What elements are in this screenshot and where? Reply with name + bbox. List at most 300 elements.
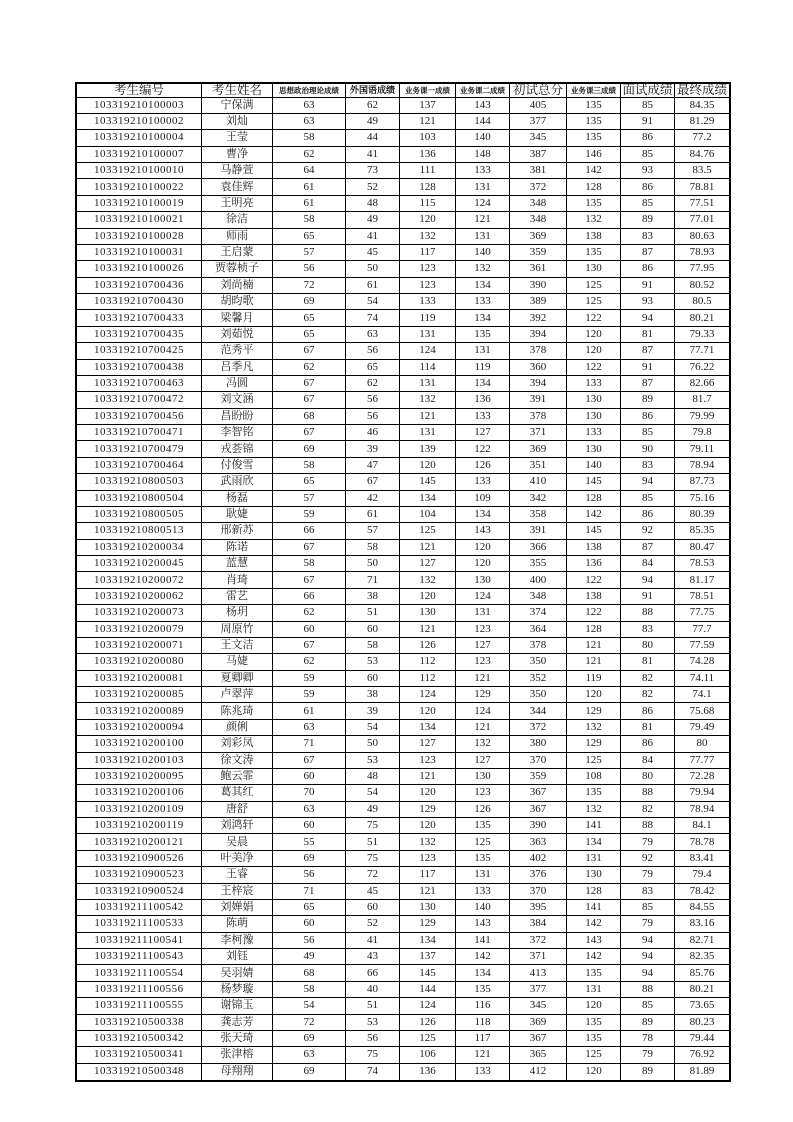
foreign-language-score-cell: 50 bbox=[346, 261, 400, 277]
course3-score-cell: 120 bbox=[567, 1063, 621, 1081]
candidate-id-cell: 103319210100019 bbox=[76, 195, 202, 211]
course1-score-cell: 134 bbox=[400, 719, 456, 735]
course1-score-cell: 129 bbox=[400, 801, 456, 817]
interview-score-cell: 94 bbox=[621, 474, 675, 490]
candidate-name-cell: 谢锦玉 bbox=[202, 998, 273, 1014]
interview-score-cell: 86 bbox=[621, 261, 675, 277]
initial-total-score-cell: 370 bbox=[510, 883, 567, 899]
candidate-id-cell: 103319210200106 bbox=[76, 785, 202, 801]
final-score-cell: 79.4 bbox=[675, 867, 731, 883]
table-row bbox=[76, 195, 730, 211]
candidate-id-cell: 103319210800505 bbox=[76, 506, 202, 522]
course3-score-cell: 120 bbox=[567, 343, 621, 359]
foreign-language-score-cell: 63 bbox=[346, 326, 400, 342]
political-theory-score-cell: 61 bbox=[273, 703, 346, 719]
candidate-id-cell: 103319210500342 bbox=[76, 1030, 202, 1046]
course2-score-cell: 135 bbox=[456, 326, 510, 342]
course3-score-cell: 131 bbox=[567, 850, 621, 866]
interview-score-cell: 91 bbox=[621, 588, 675, 604]
course1-score-cell: 137 bbox=[400, 949, 456, 965]
table-row bbox=[76, 621, 730, 637]
political-theory-score-cell: 65 bbox=[273, 474, 346, 490]
final-score-cell: 73.65 bbox=[675, 998, 731, 1014]
course3-score-cell: 128 bbox=[567, 621, 621, 637]
final-score-cell: 79.33 bbox=[675, 326, 731, 342]
course1-score-cell: 131 bbox=[400, 425, 456, 441]
candidate-id-cell: 103319210200073 bbox=[76, 605, 202, 621]
interview-score-cell: 85 bbox=[621, 97, 675, 113]
interview-score-cell: 80 bbox=[621, 768, 675, 784]
initial-total-score-cell: 410 bbox=[510, 474, 567, 490]
initial-total-score-cell: 377 bbox=[510, 981, 567, 997]
course3-score-cell: 121 bbox=[567, 637, 621, 653]
course2-score-cell: 127 bbox=[456, 637, 510, 653]
candidate-name-cell: 母翔翔 bbox=[202, 1063, 273, 1081]
course2-score-cell: 123 bbox=[456, 785, 510, 801]
course1-score-cell: 124 bbox=[400, 998, 456, 1014]
final-score-cell: 77.59 bbox=[675, 637, 731, 653]
course3-score-cell: 135 bbox=[567, 130, 621, 146]
interview-score-cell: 87 bbox=[621, 375, 675, 391]
final-score-cell: 82.71 bbox=[675, 932, 731, 948]
final-score-cell: 80.5 bbox=[675, 294, 731, 310]
table-row bbox=[76, 998, 730, 1014]
interview-score-cell: 79 bbox=[621, 867, 675, 883]
political-theory-score-cell: 49 bbox=[273, 949, 346, 965]
course3-score-cell: 138 bbox=[567, 539, 621, 555]
interview-score-cell: 85 bbox=[621, 195, 675, 211]
initial-total-score-cell: 381 bbox=[510, 163, 567, 179]
candidate-id-cell: 103319210200121 bbox=[76, 834, 202, 850]
candidate-id-cell: 103319210700433 bbox=[76, 310, 202, 326]
candidate-name-cell: 冯圆 bbox=[202, 375, 273, 391]
table-row bbox=[76, 637, 730, 653]
political-theory-score-cell: 61 bbox=[273, 179, 346, 195]
candidate-id-cell: 103319211100542 bbox=[76, 899, 202, 915]
final-score-cell: 74.1 bbox=[675, 687, 731, 703]
final-score-cell: 75.68 bbox=[675, 703, 731, 719]
initial-total-score-cell: 345 bbox=[510, 998, 567, 1014]
candidate-id-cell: 103319210200034 bbox=[76, 539, 202, 555]
initial-total-score-cell: 378 bbox=[510, 408, 567, 424]
table-row bbox=[76, 130, 730, 146]
candidate-id-cell: 103319210100004 bbox=[76, 130, 202, 146]
initial-total-score-cell: 390 bbox=[510, 818, 567, 834]
course2-score-cell: 124 bbox=[456, 703, 510, 719]
political-theory-score-cell: 70 bbox=[273, 785, 346, 801]
candidate-id-cell: 103319211100533 bbox=[76, 916, 202, 932]
initial-total-score-cell: 369 bbox=[510, 228, 567, 244]
final-score-cell: 81.7 bbox=[675, 392, 731, 408]
foreign-language-score-cell: 62 bbox=[346, 97, 400, 113]
final-score-cell: 81.17 bbox=[675, 572, 731, 588]
candidate-name-cell: 刘婵娟 bbox=[202, 899, 273, 915]
political-theory-score-cell: 63 bbox=[273, 97, 346, 113]
course1-score-cell: 127 bbox=[400, 556, 456, 572]
course3-score-cell: 121 bbox=[567, 654, 621, 670]
final-score-cell: 77.75 bbox=[675, 605, 731, 621]
initial-total-score-cell: 400 bbox=[510, 572, 567, 588]
course1-score-cell: 127 bbox=[400, 736, 456, 752]
candidate-name-cell: 蓝慧 bbox=[202, 556, 273, 572]
initial-total-score-cell: 412 bbox=[510, 1063, 567, 1081]
table-row bbox=[76, 97, 730, 113]
foreign-language-score-cell: 38 bbox=[346, 687, 400, 703]
course1-score-cell: 130 bbox=[400, 899, 456, 915]
table-row bbox=[76, 425, 730, 441]
course1-score-cell: 126 bbox=[400, 637, 456, 653]
course3-score-cell: 130 bbox=[567, 867, 621, 883]
foreign-language-score-cell: 71 bbox=[346, 572, 400, 588]
interview-score-cell: 85 bbox=[621, 490, 675, 506]
final-score-cell: 78.53 bbox=[675, 556, 731, 572]
table-row bbox=[76, 752, 730, 768]
course3-score-cell: 138 bbox=[567, 228, 621, 244]
column-header-foreign-language-score: 外国语成绩 bbox=[346, 83, 400, 97]
course3-score-cell: 130 bbox=[567, 441, 621, 457]
final-score-cell: 80 bbox=[675, 736, 731, 752]
foreign-language-score-cell: 49 bbox=[346, 113, 400, 129]
foreign-language-score-cell: 74 bbox=[346, 310, 400, 326]
candidate-name-cell: 叶美净 bbox=[202, 850, 273, 866]
course1-score-cell: 136 bbox=[400, 1063, 456, 1081]
initial-total-score-cell: 378 bbox=[510, 343, 567, 359]
table-row bbox=[76, 146, 730, 162]
course3-score-cell: 130 bbox=[567, 261, 621, 277]
course3-score-cell: 135 bbox=[567, 1030, 621, 1046]
candidate-id-cell: 103319211100543 bbox=[76, 949, 202, 965]
course1-score-cell: 123 bbox=[400, 752, 456, 768]
foreign-language-score-cell: 44 bbox=[346, 130, 400, 146]
candidate-id-cell: 103319210200103 bbox=[76, 752, 202, 768]
course1-score-cell: 120 bbox=[400, 457, 456, 473]
candidate-name-cell: 王明亮 bbox=[202, 195, 273, 211]
course1-score-cell: 120 bbox=[400, 588, 456, 604]
initial-total-score-cell: 394 bbox=[510, 375, 567, 391]
foreign-language-score-cell: 53 bbox=[346, 752, 400, 768]
political-theory-score-cell: 62 bbox=[273, 605, 346, 621]
course2-score-cell: 120 bbox=[456, 539, 510, 555]
foreign-language-score-cell: 41 bbox=[346, 146, 400, 162]
political-theory-score-cell: 72 bbox=[273, 277, 346, 293]
table-row bbox=[76, 867, 730, 883]
course2-score-cell: 119 bbox=[456, 359, 510, 375]
course3-score-cell: 133 bbox=[567, 425, 621, 441]
interview-score-cell: 93 bbox=[621, 294, 675, 310]
foreign-language-score-cell: 62 bbox=[346, 375, 400, 391]
course3-score-cell: 122 bbox=[567, 605, 621, 621]
course1-score-cell: 120 bbox=[400, 703, 456, 719]
interview-score-cell: 82 bbox=[621, 687, 675, 703]
course2-score-cell: 123 bbox=[456, 621, 510, 637]
candidate-name-cell: 鲍云霏 bbox=[202, 768, 273, 784]
course3-score-cell: 142 bbox=[567, 163, 621, 179]
course1-score-cell: 131 bbox=[400, 326, 456, 342]
candidate-id-cell: 103319210500341 bbox=[76, 1047, 202, 1063]
course2-score-cell: 136 bbox=[456, 392, 510, 408]
candidate-name-cell: 杨梦璇 bbox=[202, 981, 273, 997]
candidate-name-cell: 师雨 bbox=[202, 228, 273, 244]
course2-score-cell: 140 bbox=[456, 899, 510, 915]
political-theory-score-cell: 57 bbox=[273, 244, 346, 260]
column-header-course2-score: 业务课二成绩 bbox=[456, 83, 510, 97]
candidate-id-cell: 103319210900524 bbox=[76, 883, 202, 899]
table-row bbox=[76, 949, 730, 965]
foreign-language-score-cell: 50 bbox=[346, 736, 400, 752]
final-score-cell: 78.94 bbox=[675, 457, 731, 473]
candidate-id-cell: 103319210200080 bbox=[76, 654, 202, 670]
table-row bbox=[76, 392, 730, 408]
course3-score-cell: 128 bbox=[567, 179, 621, 195]
course1-score-cell: 104 bbox=[400, 506, 456, 522]
course1-score-cell: 119 bbox=[400, 310, 456, 326]
course1-score-cell: 136 bbox=[400, 146, 456, 162]
political-theory-score-cell: 58 bbox=[273, 130, 346, 146]
initial-total-score-cell: 364 bbox=[510, 621, 567, 637]
candidate-name-cell: 马静萱 bbox=[202, 163, 273, 179]
table-row bbox=[76, 736, 730, 752]
foreign-language-score-cell: 41 bbox=[346, 932, 400, 948]
initial-total-score-cell: 378 bbox=[510, 637, 567, 653]
score-table bbox=[75, 82, 731, 1082]
political-theory-score-cell: 58 bbox=[273, 981, 346, 997]
initial-total-score-cell: 402 bbox=[510, 850, 567, 866]
candidate-name-cell: 王梓宸 bbox=[202, 883, 273, 899]
foreign-language-score-cell: 53 bbox=[346, 1014, 400, 1030]
candidate-id-cell: 103319210100003 bbox=[76, 97, 202, 113]
initial-total-score-cell: 390 bbox=[510, 277, 567, 293]
final-score-cell: 74.28 bbox=[675, 654, 731, 670]
initial-total-score-cell: 344 bbox=[510, 703, 567, 719]
political-theory-score-cell: 60 bbox=[273, 916, 346, 932]
table-row bbox=[76, 572, 730, 588]
interview-score-cell: 85 bbox=[621, 899, 675, 915]
table-row bbox=[76, 768, 730, 784]
course3-score-cell: 125 bbox=[567, 752, 621, 768]
course1-score-cell: 112 bbox=[400, 654, 456, 670]
course2-score-cell: 131 bbox=[456, 343, 510, 359]
table-row bbox=[76, 801, 730, 817]
interview-score-cell: 88 bbox=[621, 818, 675, 834]
table-row bbox=[76, 654, 730, 670]
initial-total-score-cell: 372 bbox=[510, 179, 567, 195]
course1-score-cell: 112 bbox=[400, 670, 456, 686]
course3-score-cell: 120 bbox=[567, 326, 621, 342]
candidate-name-cell: 张天琦 bbox=[202, 1030, 273, 1046]
table-row bbox=[76, 539, 730, 555]
candidate-name-cell: 耿婕 bbox=[202, 506, 273, 522]
course2-score-cell: 127 bbox=[456, 752, 510, 768]
final-score-cell: 78.93 bbox=[675, 244, 731, 260]
table-row bbox=[76, 932, 730, 948]
foreign-language-score-cell: 41 bbox=[346, 228, 400, 244]
political-theory-score-cell: 68 bbox=[273, 408, 346, 424]
final-score-cell: 78.78 bbox=[675, 834, 731, 850]
course3-score-cell: 125 bbox=[567, 1047, 621, 1063]
course3-score-cell: 136 bbox=[567, 556, 621, 572]
final-score-cell: 77.77 bbox=[675, 752, 731, 768]
course3-score-cell: 135 bbox=[567, 195, 621, 211]
candidate-name-cell: 龚志芳 bbox=[202, 1014, 273, 1030]
initial-total-score-cell: 365 bbox=[510, 1047, 567, 1063]
foreign-language-score-cell: 60 bbox=[346, 670, 400, 686]
course1-score-cell: 134 bbox=[400, 490, 456, 506]
political-theory-score-cell: 69 bbox=[273, 1063, 346, 1081]
political-theory-score-cell: 69 bbox=[273, 850, 346, 866]
course3-score-cell: 120 bbox=[567, 687, 621, 703]
course2-score-cell: 133 bbox=[456, 1063, 510, 1081]
foreign-language-score-cell: 54 bbox=[346, 785, 400, 801]
candidate-id-cell: 103319211100555 bbox=[76, 998, 202, 1014]
political-theory-score-cell: 58 bbox=[273, 556, 346, 572]
foreign-language-score-cell: 60 bbox=[346, 621, 400, 637]
column-header-candidate-name: 考生姓名 bbox=[202, 83, 273, 97]
table-row bbox=[76, 523, 730, 539]
final-score-cell: 77.01 bbox=[675, 212, 731, 228]
initial-total-score-cell: 374 bbox=[510, 605, 567, 621]
course2-score-cell: 124 bbox=[456, 588, 510, 604]
candidate-name-cell: 宁保满 bbox=[202, 97, 273, 113]
foreign-language-score-cell: 47 bbox=[346, 457, 400, 473]
foreign-language-score-cell: 40 bbox=[346, 981, 400, 997]
political-theory-score-cell: 64 bbox=[273, 163, 346, 179]
course2-score-cell: 121 bbox=[456, 670, 510, 686]
course3-score-cell: 143 bbox=[567, 932, 621, 948]
candidate-name-cell: 陈兆琦 bbox=[202, 703, 273, 719]
initial-total-score-cell: 367 bbox=[510, 801, 567, 817]
table-row bbox=[76, 310, 730, 326]
political-theory-score-cell: 67 bbox=[273, 392, 346, 408]
candidate-id-cell: 103319210100007 bbox=[76, 146, 202, 162]
course3-score-cell: 125 bbox=[567, 277, 621, 293]
table-row bbox=[76, 113, 730, 129]
final-score-cell: 84.76 bbox=[675, 146, 731, 162]
foreign-language-score-cell: 72 bbox=[346, 867, 400, 883]
interview-score-cell: 86 bbox=[621, 408, 675, 424]
course1-score-cell: 111 bbox=[400, 163, 456, 179]
foreign-language-score-cell: 57 bbox=[346, 523, 400, 539]
initial-total-score-cell: 369 bbox=[510, 441, 567, 457]
candidate-name-cell: 刘文涵 bbox=[202, 392, 273, 408]
political-theory-score-cell: 62 bbox=[273, 146, 346, 162]
course3-score-cell: 122 bbox=[567, 572, 621, 588]
final-score-cell: 79.44 bbox=[675, 1030, 731, 1046]
course2-score-cell: 134 bbox=[456, 965, 510, 981]
course3-score-cell: 135 bbox=[567, 97, 621, 113]
course1-score-cell: 121 bbox=[400, 768, 456, 784]
course3-score-cell: 135 bbox=[567, 244, 621, 260]
candidate-name-cell: 陈萌 bbox=[202, 916, 273, 932]
course1-score-cell: 121 bbox=[400, 883, 456, 899]
political-theory-score-cell: 59 bbox=[273, 670, 346, 686]
foreign-language-score-cell: 51 bbox=[346, 834, 400, 850]
candidate-id-cell: 103319210700464 bbox=[76, 457, 202, 473]
candidate-name-cell: 杨玥 bbox=[202, 605, 273, 621]
interview-score-cell: 80 bbox=[621, 637, 675, 653]
candidate-id-cell: 103319210200085 bbox=[76, 687, 202, 703]
course1-score-cell: 120 bbox=[400, 785, 456, 801]
initial-total-score-cell: 352 bbox=[510, 670, 567, 686]
initial-total-score-cell: 355 bbox=[510, 556, 567, 572]
table-row bbox=[76, 605, 730, 621]
foreign-language-score-cell: 52 bbox=[346, 179, 400, 195]
table-row bbox=[76, 785, 730, 801]
interview-score-cell: 90 bbox=[621, 441, 675, 457]
political-theory-score-cell: 54 bbox=[273, 998, 346, 1014]
interview-score-cell: 87 bbox=[621, 244, 675, 260]
course1-score-cell: 145 bbox=[400, 965, 456, 981]
course1-score-cell: 124 bbox=[400, 343, 456, 359]
candidate-name-cell: 杨磊 bbox=[202, 490, 273, 506]
final-score-cell: 80.52 bbox=[675, 277, 731, 293]
political-theory-score-cell: 62 bbox=[273, 359, 346, 375]
course3-score-cell: 129 bbox=[567, 703, 621, 719]
table-row bbox=[76, 490, 730, 506]
interview-score-cell: 83 bbox=[621, 457, 675, 473]
final-score-cell: 79.94 bbox=[675, 785, 731, 801]
political-theory-score-cell: 60 bbox=[273, 768, 346, 784]
course1-score-cell: 132 bbox=[400, 392, 456, 408]
initial-total-score-cell: 369 bbox=[510, 1014, 567, 1030]
course1-score-cell: 123 bbox=[400, 277, 456, 293]
course2-score-cell: 134 bbox=[456, 310, 510, 326]
final-score-cell: 84.35 bbox=[675, 97, 731, 113]
initial-total-score-cell: 359 bbox=[510, 244, 567, 260]
final-score-cell: 79.8 bbox=[675, 425, 731, 441]
interview-score-cell: 86 bbox=[621, 130, 675, 146]
course2-score-cell: 124 bbox=[456, 195, 510, 211]
initial-total-score-cell: 413 bbox=[510, 965, 567, 981]
table-row bbox=[76, 441, 730, 457]
candidate-id-cell: 103319210200071 bbox=[76, 637, 202, 653]
final-score-cell: 82.66 bbox=[675, 375, 731, 391]
course2-score-cell: 121 bbox=[456, 1047, 510, 1063]
interview-score-cell: 88 bbox=[621, 785, 675, 801]
course2-score-cell: 132 bbox=[456, 261, 510, 277]
final-score-cell: 80.23 bbox=[675, 1014, 731, 1030]
interview-score-cell: 83 bbox=[621, 883, 675, 899]
interview-score-cell: 88 bbox=[621, 605, 675, 621]
interview-score-cell: 94 bbox=[621, 310, 675, 326]
table-body bbox=[76, 97, 730, 1081]
final-score-cell: 78.81 bbox=[675, 179, 731, 195]
political-theory-score-cell: 65 bbox=[273, 326, 346, 342]
political-theory-score-cell: 63 bbox=[273, 113, 346, 129]
table-row bbox=[76, 261, 730, 277]
course2-score-cell: 117 bbox=[456, 1030, 510, 1046]
course2-score-cell: 126 bbox=[456, 801, 510, 817]
candidate-id-cell: 103319210100031 bbox=[76, 244, 202, 260]
course3-score-cell: 132 bbox=[567, 212, 621, 228]
course2-score-cell: 125 bbox=[456, 834, 510, 850]
course1-score-cell: 139 bbox=[400, 441, 456, 457]
interview-score-cell: 86 bbox=[621, 506, 675, 522]
initial-total-score-cell: 367 bbox=[510, 785, 567, 801]
interview-score-cell: 83 bbox=[621, 228, 675, 244]
candidate-id-cell: 103319210200089 bbox=[76, 703, 202, 719]
table-row bbox=[76, 719, 730, 735]
course2-score-cell: 144 bbox=[456, 113, 510, 129]
course2-score-cell: 143 bbox=[456, 916, 510, 932]
initial-total-score-cell: 351 bbox=[510, 457, 567, 473]
candidate-name-cell: 刘钰 bbox=[202, 949, 273, 965]
course1-score-cell: 133 bbox=[400, 294, 456, 310]
foreign-language-score-cell: 45 bbox=[346, 244, 400, 260]
course1-score-cell: 106 bbox=[400, 1047, 456, 1063]
candidate-id-cell: 103319210100022 bbox=[76, 179, 202, 195]
interview-score-cell: 85 bbox=[621, 425, 675, 441]
table-row bbox=[76, 457, 730, 473]
